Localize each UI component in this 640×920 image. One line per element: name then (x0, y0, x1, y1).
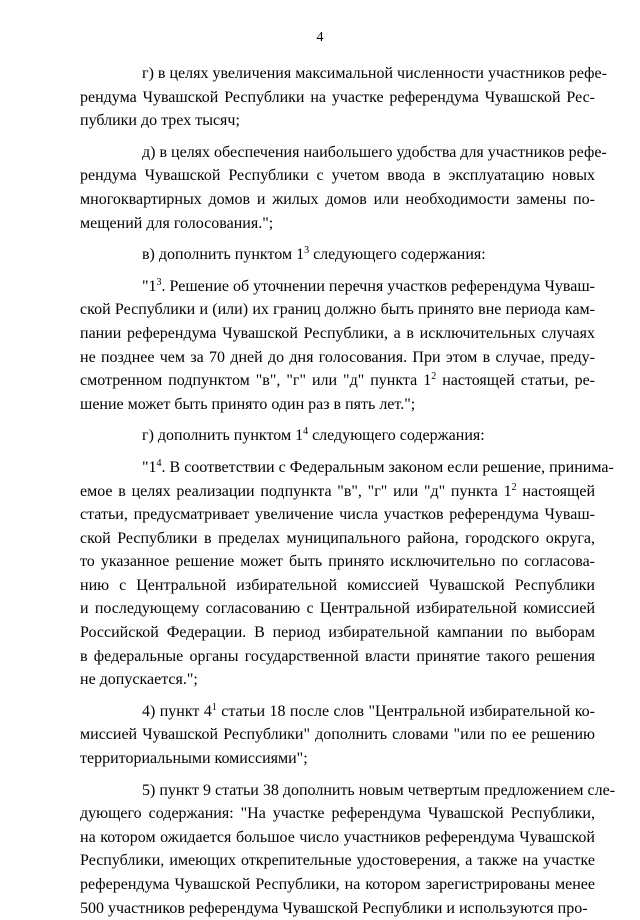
text-line: нию с Центральной избирательной комиссией Чувашской Республики (80, 576, 595, 594)
superscript: 4 (303, 426, 309, 438)
paragraph (80, 700, 595, 771)
paragraph (80, 779, 616, 920)
superscript: 2 (511, 481, 517, 493)
text-line: не позднее чем за 70 дней до дня голосования. При этом в случае, преду- (80, 348, 595, 366)
text-line: ской Республики в пределах муниципального района, городского округа, (80, 529, 595, 547)
text-line: рендума Чувашской Республики с учетом ввода в эксплуатацию новых (80, 167, 595, 185)
text-line: в федеральные органы государственной власти принятие такого решения (80, 647, 595, 665)
text-line: "$1^4$. В соответствии с Федеральным законом если решение, принима- (142, 457, 614, 476)
paragraph (80, 275, 595, 417)
paragraph (80, 243, 595, 267)
text-line: не допускается."; (80, 671, 198, 689)
text-line: г) в целях увеличения максимальной численности участников рефе- (142, 65, 607, 82)
text-line: смотренном подпунктом "в", "г" или "д" пункта $1^2$ настоящей статьи, ре- (80, 371, 595, 390)
text-line: многоквартирных домов и жилых домов или необходимости замены по- (80, 190, 595, 208)
superscript: 3 (304, 245, 310, 257)
paragraph (80, 424, 595, 448)
text-line: и последующему согласованию с Центральной избирательной комиссией (80, 600, 595, 618)
text-line: публики до трех тысяч; (80, 112, 240, 130)
text-line: емое в целях реализации подпункта "в", "г" или "д" пункта $1^2$ настоящей (80, 481, 596, 500)
paragraph (80, 141, 607, 235)
text-line: мещений для голосования."; (80, 214, 274, 232)
text-line: Республики, имеющих открепительные удостоверения, а также на участке (80, 852, 595, 870)
text-line: статьи, предусматривает увеличение числа участков референдума Чуваш- (80, 506, 595, 524)
text-line: ской Республики и (или) их границ должно быть принято вне периода кам- (80, 301, 595, 319)
text-line: дующего содержания: "На участке референдума Чувашской Республики, (80, 805, 595, 823)
text-line: 5) пункт 9 статьи 38 дополнить новым четвертым предложением сле- (142, 781, 616, 799)
text-line: территориальными комиссиями"; (80, 750, 308, 768)
paragraph (80, 62, 607, 133)
text-line: "$1^3$. Решение об уточнении перечня участков референдума Чуваш- (142, 276, 595, 295)
superscript: 1 (211, 701, 217, 713)
text-line: шение может быть принято один раз в пять лет."; (80, 395, 416, 413)
text-line: 500 участников референдума Чувашской Республики и используются про- (80, 899, 588, 917)
text-line: рендума Чувашской Республики на участке референдума Чувашской Рес- (80, 88, 595, 106)
text-line: референдума Чувашской Республики, на котором зарегистрированы менее (80, 876, 595, 893)
text-line: то указанное решение может быть принято исключительно по согласова- (80, 553, 595, 571)
document-body (80, 62, 616, 920)
text-line: в) дополнить пунктом $1^3$ следующего содержания: (142, 245, 486, 264)
superscript: 4 (156, 457, 162, 469)
text-line: на котором ожидается большое число участников референдума Чувашской (80, 828, 595, 846)
superscript: 2 (431, 371, 437, 383)
text-line: Российской Федерации. В период избирательной кампании по выборам (80, 624, 595, 642)
text-line: миссией Чувашской Республики" дополнить словами "или по ее решению (80, 726, 595, 744)
page-number: 4 (316, 30, 324, 45)
text-line: 4) пункт $4^1$ статьи 18 после слов "Центральной избирательной ко- (142, 701, 596, 720)
text-line: пании референдума Чувашской Республики, а в исключительных случаях (80, 324, 595, 342)
paragraph (80, 456, 614, 692)
superscript: 3 (156, 276, 162, 288)
text-line: г) дополнить пунктом $1^4$ следующего содержания: (142, 426, 485, 445)
text-line: д) в целях обеспечения наибольшего удобства для участников рефе- (142, 143, 607, 161)
